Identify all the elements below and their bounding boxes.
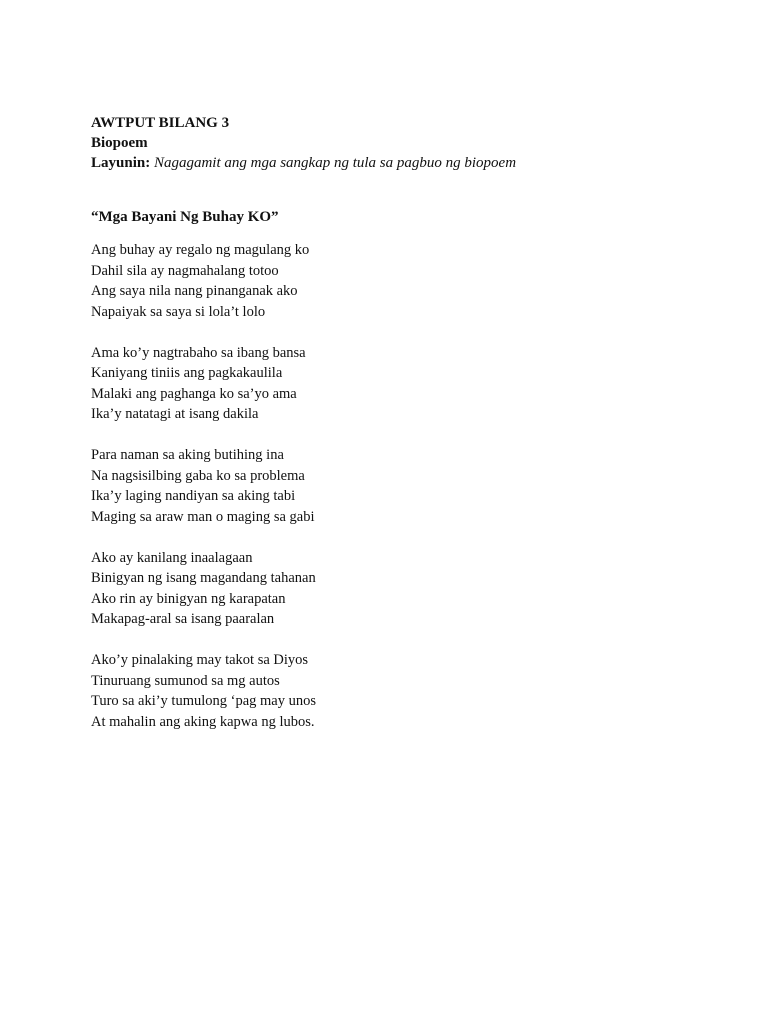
objective-text: Nagagamit ang mga sangkap ng tula sa pagbuo ng biopoem	[153, 155, 517, 171]
poem-line: Para naman sa aking butihing ina	[91, 447, 284, 463]
poem-line: Ako’y pinalaking may takot sa Diyos	[91, 652, 309, 668]
poem-line: Malaki ang paghanga ko sa’yo ama	[91, 385, 297, 402]
poem-line: Makapag-aral sa isang paaralan	[91, 611, 275, 627]
poem-line: Ika’y laging nandiyan sa aking tabi	[91, 488, 296, 504]
poem-line: Ama ko’y nagtrabaho sa ibang bansa	[91, 344, 306, 361]
poem-line: Binigyan ng isang magandang tahanan	[91, 570, 316, 586]
stanza-3	[91, 445, 316, 527]
poem-line: Maging sa araw man o maging sa gabi	[91, 508, 315, 525]
objective-label: Layunin:	[91, 155, 151, 171]
poem-title: “Mga Bayani Ng Buhay KO”	[91, 209, 279, 225]
poem-line: Ako rin ay binigyan ng karapatan	[91, 590, 286, 607]
poem-line: Ako ay kanilang inaalagaan	[91, 549, 253, 566]
poem-line: At mahalin ang aking kapwa ng lubos.	[91, 713, 315, 730]
poem-line: Tinuruang sumunod sa mg autos	[91, 672, 280, 689]
poem-line: Na nagsisilbing gaba ko sa problema	[91, 467, 305, 484]
poem-line: Ang saya nila nang pinanganak ako	[91, 283, 298, 299]
objective-line	[91, 153, 711, 173]
poem-line: Kaniyang tiniis ang pagkakaulila	[91, 365, 283, 381]
poem-line: Ika’y natatagi at isang dakila	[91, 406, 259, 422]
document-page	[91, 113, 711, 730]
poem-line: Dahil sila ay nagmahalang totoo	[91, 262, 279, 279]
stanza-1	[91, 240, 316, 322]
poem-line: Napaiyak sa saya si lola’t lolo	[91, 303, 266, 320]
poem-line: Ang buhay ay regalo ng magulang ko	[91, 242, 310, 258]
document-heading: AWTPUT BILANG 3	[91, 115, 230, 131]
poem-body	[91, 240, 316, 753]
stanza-4	[91, 548, 316, 630]
stanza-5	[91, 650, 316, 732]
document-subheading: Biopoem	[91, 135, 148, 151]
stanza-2	[91, 343, 316, 425]
poem-line: Turo sa aki’y tumulong ‘pag may unos	[91, 693, 317, 709]
